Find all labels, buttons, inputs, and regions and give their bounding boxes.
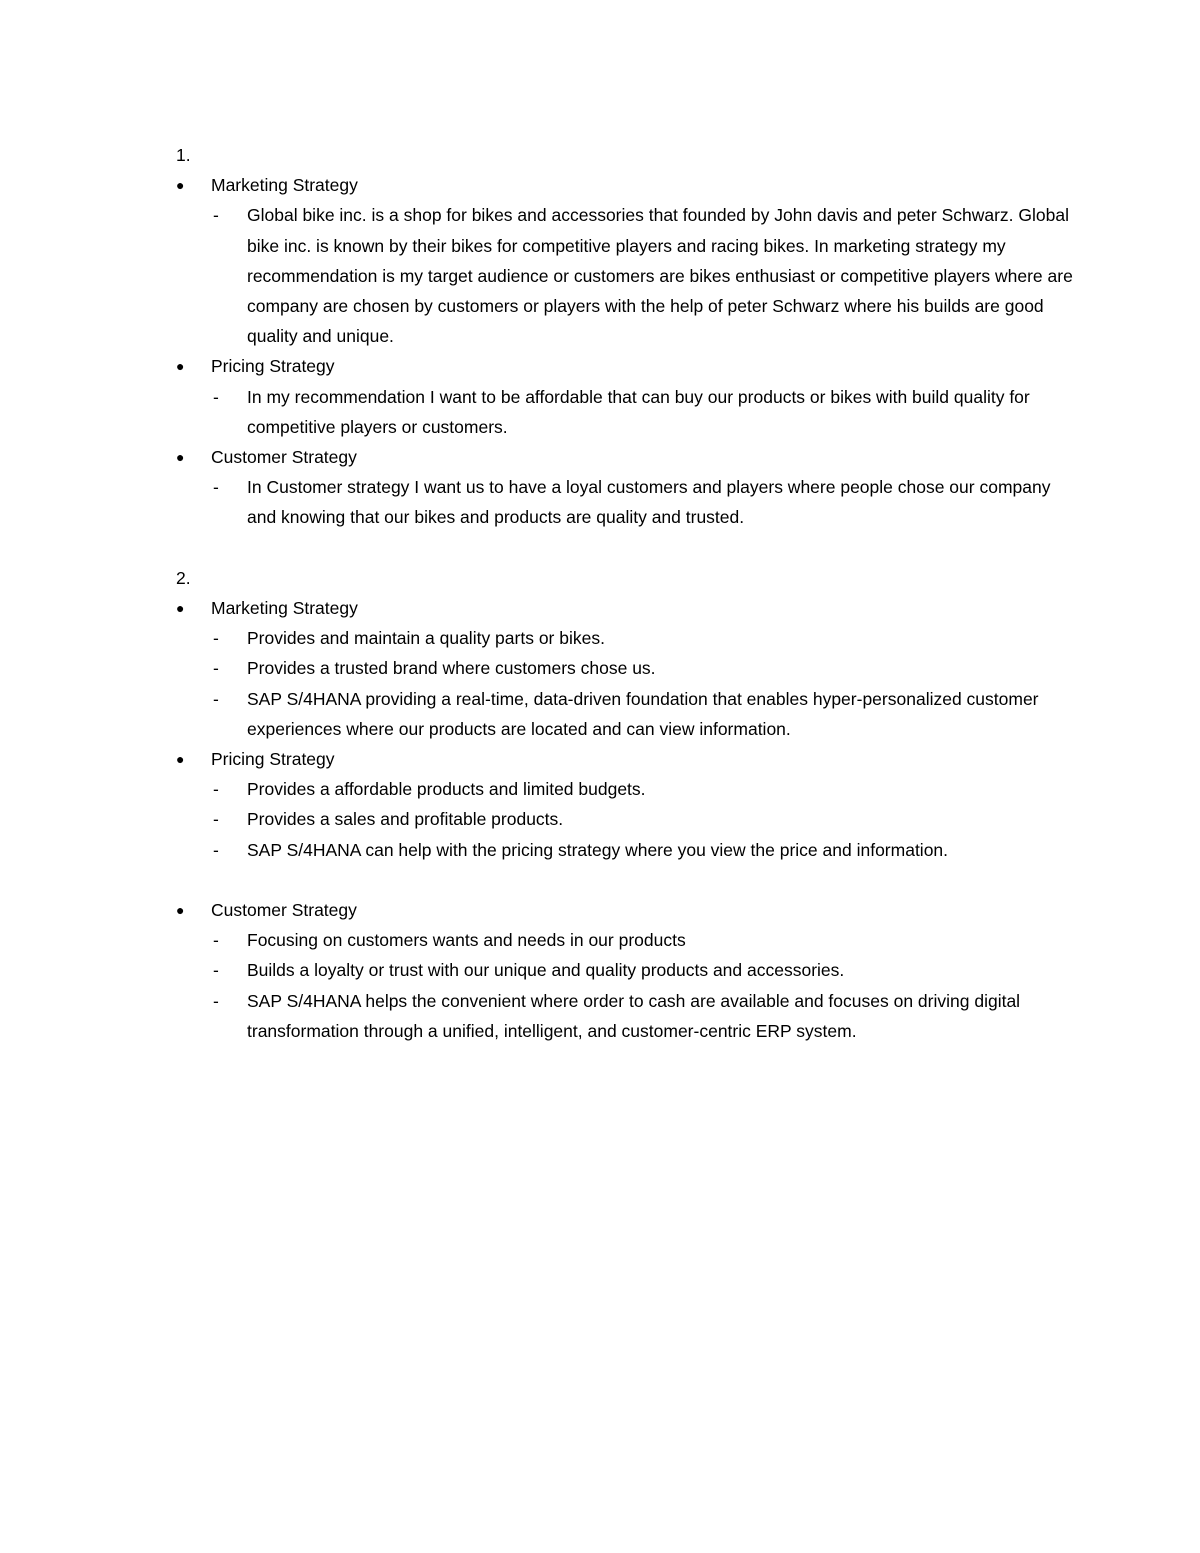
section-gap [176, 533, 1076, 563]
strategy-point [176, 200, 1076, 351]
strategy-points [176, 925, 1076, 1046]
dash-icon: - [213, 658, 219, 679]
strategy-point-text: In Customer strategy I want us to have a loyal customers and players where people chose our company and knowing that our bikes and products are quality and trusted. [247, 477, 1051, 528]
section-2 [176, 563, 1076, 1046]
strategy-point [176, 382, 1076, 442]
strategy-points [176, 200, 1076, 351]
bullet-icon: ● [176, 902, 185, 919]
dash-icon: - [213, 628, 219, 649]
bullet-icon: ● [176, 751, 185, 768]
section-number: 2. [176, 567, 191, 588]
strategy-point-text: Global bike inc. is a shop for bikes and accessories that founded by John davis and peter Schwarz. Global bike inc. is known by their bikes for competitive players and racing bikes. In marketing strategy my recommendation is my target audience or customers are bikes enthusiast or competitive players where are company are chosen by customers or players with the help of peter Schwarz where his builds are good quality and unique. [247, 205, 1073, 347]
strategy-point-text: SAP S/4HANA can help with the pricing strategy where you view the price and information. [247, 839, 949, 860]
strategy-point [176, 986, 1076, 1046]
document-body [176, 140, 1076, 1046]
strategy-point-text: Provides a sales and profitable products. [247, 809, 564, 830]
strategy-point [176, 955, 1076, 985]
strategy-point-text: Builds a loyalty or trust with our unique and quality products and accessories. [247, 960, 845, 981]
bullet-icon: ● [176, 449, 185, 466]
item-gap [176, 865, 1076, 895]
strategy-point-text: SAP S/4HANA providing a real-time, data-driven foundation that enables hyper-personalized customer experiences where our products are located and can view information. [247, 688, 1039, 739]
strategy-heading: Pricing Strategy [211, 356, 335, 377]
strategy-item-pricing [176, 744, 1076, 774]
strategy-point [176, 472, 1076, 532]
strategy-point-text: In my recommendation I want to be affordable that can buy our products or bikes with build quality for competitive players or customers. [247, 386, 1030, 437]
section-1 [176, 140, 1076, 533]
dash-icon: - [213, 809, 219, 830]
strategy-point [176, 804, 1076, 834]
dash-icon: - [213, 205, 219, 226]
strategy-heading: Customer Strategy [211, 900, 357, 921]
dash-icon: - [213, 990, 219, 1011]
strategy-item-marketing [176, 170, 1076, 200]
strategy-heading: Pricing Strategy [211, 749, 335, 770]
dash-icon: - [213, 960, 219, 981]
strategy-points [176, 472, 1076, 532]
strategy-item-customer [176, 442, 1076, 472]
strategy-item-marketing [176, 593, 1076, 623]
strategy-points [176, 382, 1076, 442]
bullet-icon: ● [176, 600, 185, 616]
strategy-point [176, 653, 1076, 683]
strategy-points [176, 623, 1076, 744]
strategy-item-pricing [176, 351, 1076, 381]
section-number: 1. [176, 145, 191, 165]
strategy-point [176, 623, 1076, 653]
strategy-item-customer [176, 895, 1076, 925]
strategy-point-text: Provides a trusted brand where customers chose us. [247, 658, 656, 679]
dash-icon: - [213, 477, 219, 498]
strategy-point [176, 835, 1076, 865]
strategy-heading: Customer Strategy [211, 447, 357, 468]
strategy-point-text: Focusing on customers wants and needs in our products [247, 930, 686, 951]
strategy-point [176, 684, 1076, 744]
strategy-heading: Marketing Strategy [211, 175, 358, 196]
strategy-point-text: Provides a affordable products and limited budgets. [247, 779, 646, 800]
strategy-point-text: Provides and maintain a quality parts or bikes. [247, 628, 605, 649]
strategy-points [176, 774, 1076, 865]
dash-icon: - [213, 839, 219, 860]
bullet-icon: ● [176, 358, 185, 375]
strategy-point [176, 925, 1076, 955]
strategy-point-text: SAP S/4HANA helps the convenient where order to cash are available and focuses on driving digital transformation through a unified, intelligent, and customer-centric ERP system. [247, 990, 1021, 1041]
strategy-point [176, 774, 1076, 804]
dash-icon: - [213, 386, 219, 407]
dash-icon: - [213, 688, 219, 709]
strategy-heading: Marketing Strategy [211, 598, 358, 618]
bullet-icon: ● [176, 177, 185, 194]
dash-icon: - [213, 930, 219, 951]
dash-icon: - [213, 779, 219, 800]
